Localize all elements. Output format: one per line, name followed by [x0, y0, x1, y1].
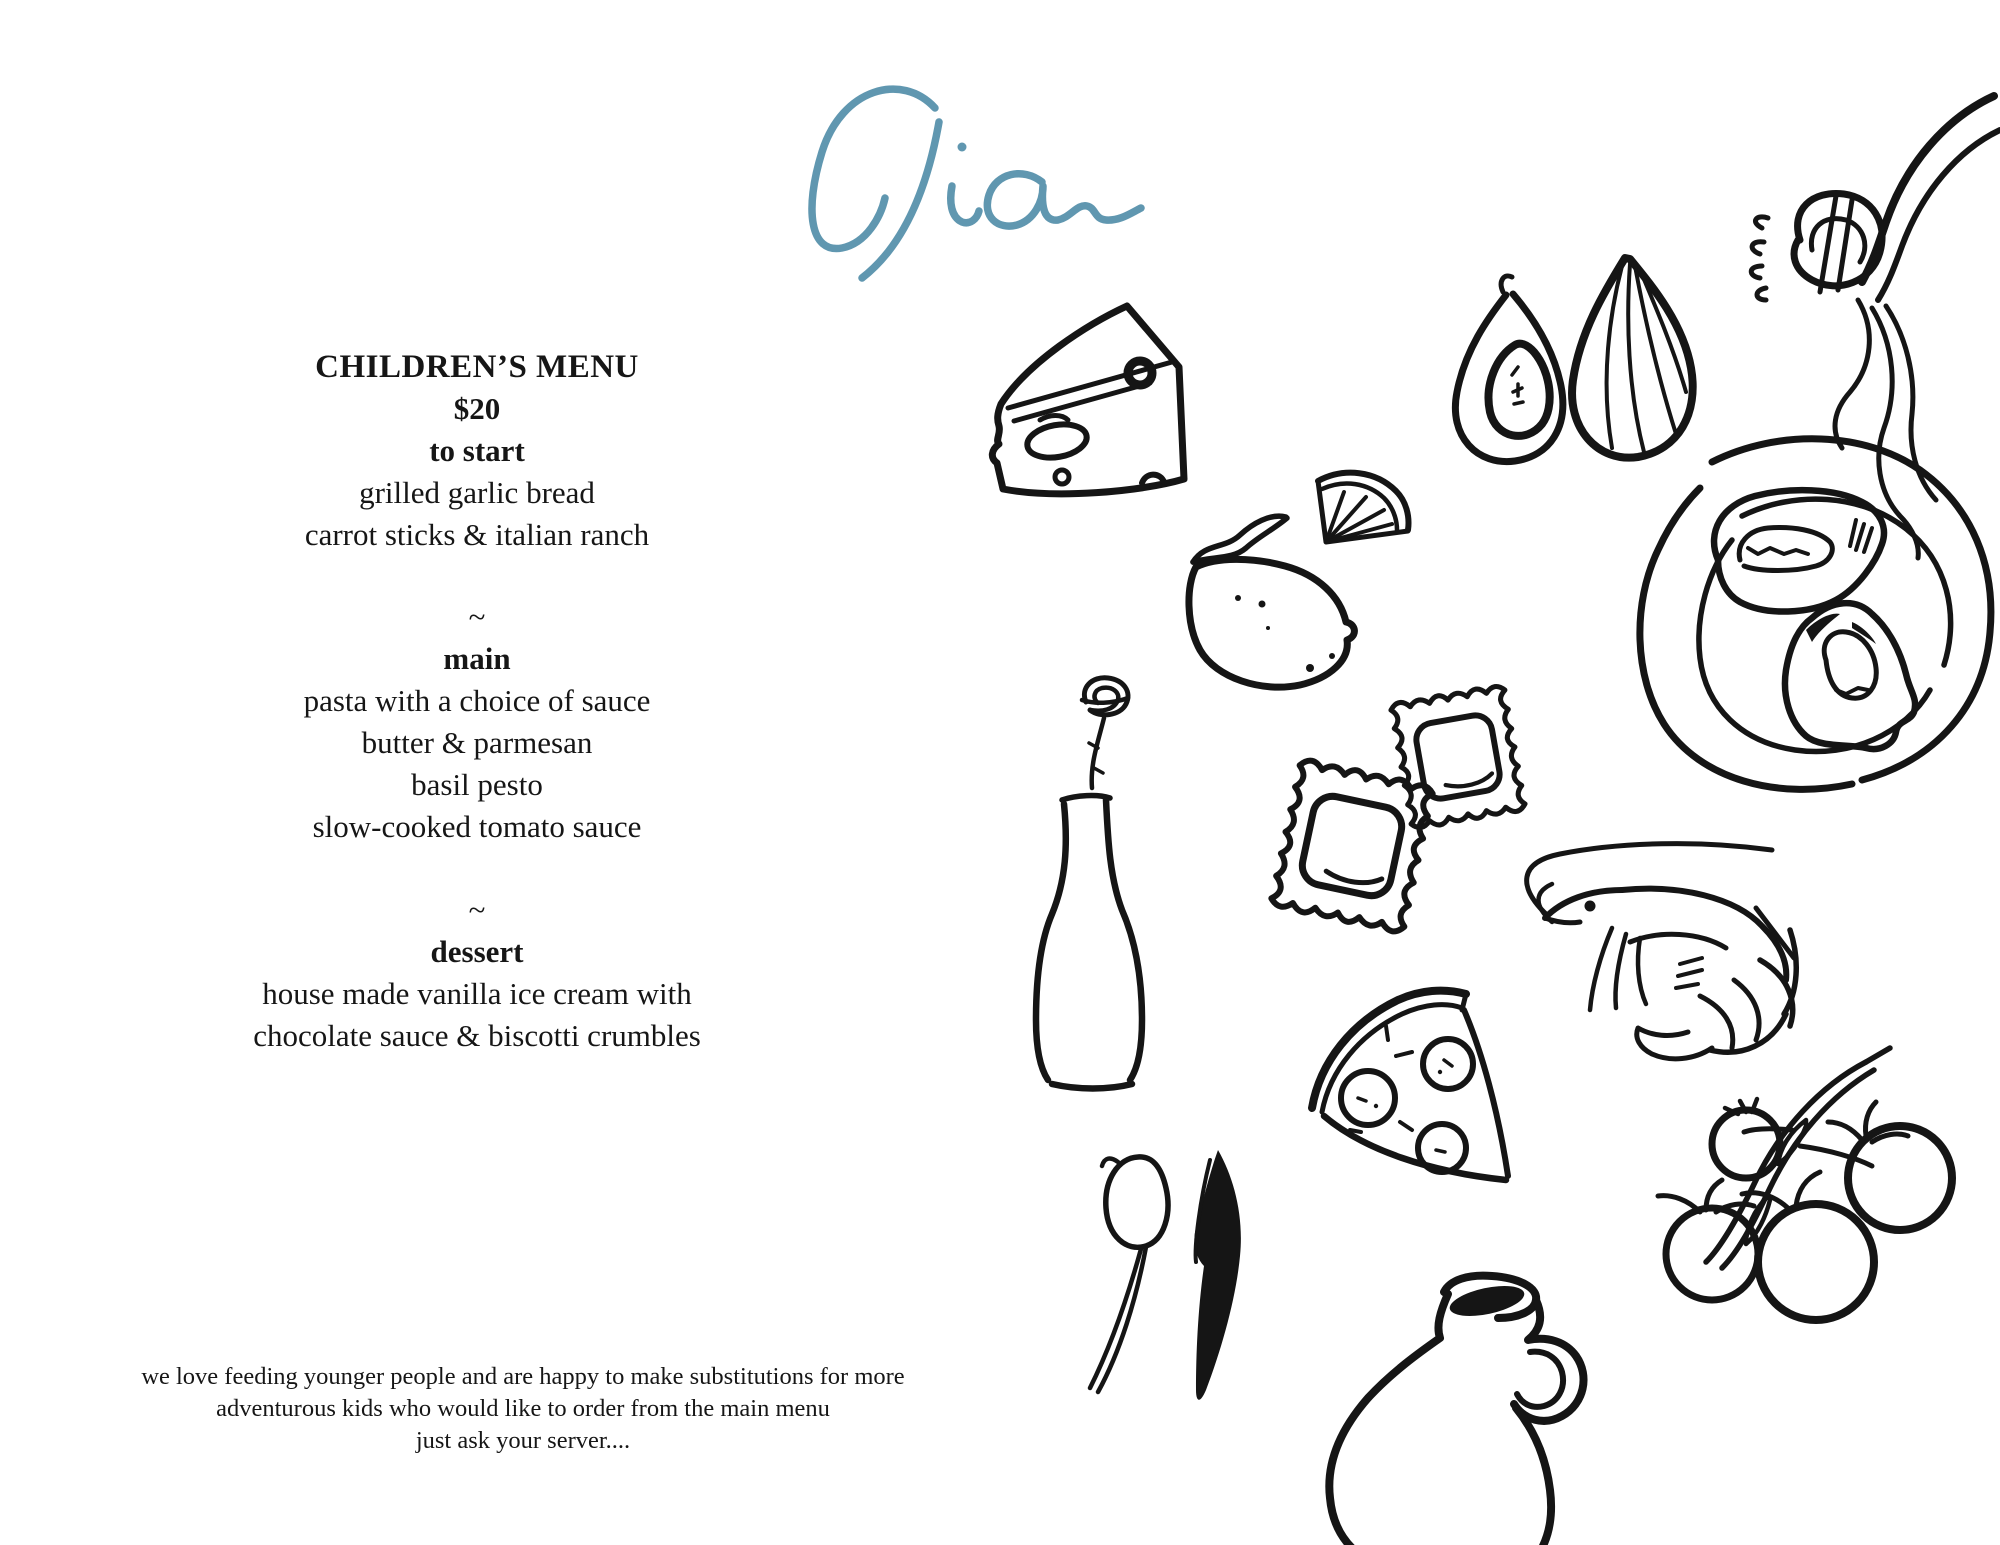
- cheese-wedge-illustration: [992, 306, 1184, 494]
- ravioli-illustration: [1270, 684, 1526, 933]
- section-heading-to-start: to start: [429, 433, 525, 468]
- fig-whole-illustration: [1572, 258, 1693, 458]
- menu-item-dessert-line1: house made vanilla ice cream with: [262, 976, 692, 1011]
- fig-cut-half-illustration: [1455, 276, 1562, 462]
- menu-item-carrot-sticks: carrot sticks & italian ranch: [304, 517, 650, 552]
- footer-line-3: just ask your server....: [415, 1427, 631, 1454]
- spoon-and-knife-illustration: [1090, 1150, 1241, 1400]
- pizza-slice-illustration: [1312, 991, 1508, 1180]
- menu-item-tomato-sauce: slow-cooked tomato sauce: [312, 809, 642, 844]
- olive-oil-jug-illustration: [1329, 1276, 1583, 1545]
- plate-with-tomato-halves-illustration: [1640, 439, 1991, 790]
- cherry-tomato-vine-illustration: [1658, 1048, 1952, 1320]
- section-heading-main: main: [443, 641, 511, 676]
- footer-line-2: adventurous kids who would like to order from the main menu: [216, 1395, 830, 1422]
- menu-item-garlic-bread: grilled garlic bread: [359, 475, 595, 510]
- section-heading-dessert: dessert: [430, 934, 524, 969]
- bottle-with-rose-illustration: [1036, 678, 1142, 1089]
- menu-item-pasta: pasta with a choice of sauce: [303, 683, 651, 718]
- shrimp-illustration: [1527, 844, 1797, 1059]
- menu-item-basil-pesto: basil pesto: [411, 767, 543, 802]
- section-divider: ~: [468, 892, 486, 927]
- menu-title: CHILDREN’S MENU: [315, 349, 639, 385]
- citrus-slice-illustration: [1318, 473, 1409, 542]
- menu-item-butter-parmesan: butter & parmesan: [361, 725, 593, 760]
- section-divider: ~: [468, 599, 486, 634]
- menu-item-dessert-line2: chocolate sauce & biscotti crumbles: [253, 1018, 701, 1053]
- footer-line-1: we love feeding younger people and are happy to make substitutions for more: [141, 1363, 905, 1390]
- food-illustrations: [992, 96, 2000, 1545]
- menu-price: $20: [453, 391, 501, 426]
